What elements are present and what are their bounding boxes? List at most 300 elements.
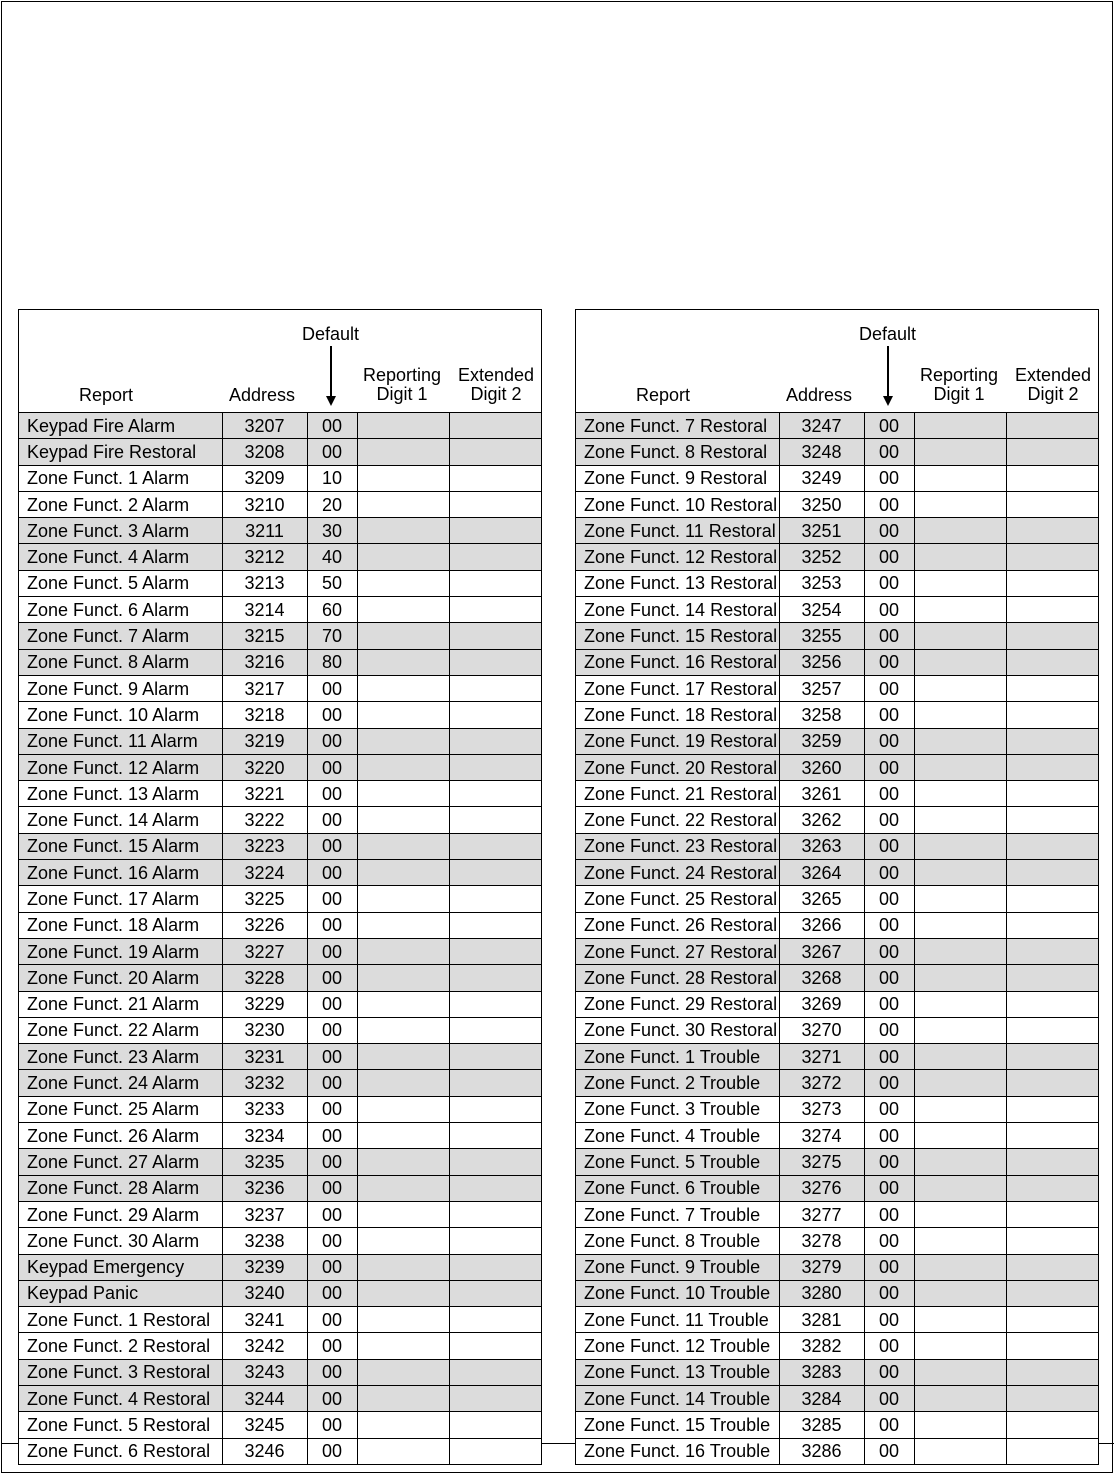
extended-digit-2-cell [449, 1070, 541, 1096]
table-row [576, 860, 1098, 886]
table-row [576, 1228, 1098, 1254]
table-row [19, 649, 541, 675]
extended-digit-2-cell [449, 1149, 541, 1175]
extended-digit-2-cell [449, 781, 541, 807]
extended-digit-2-cell [1006, 1175, 1098, 1201]
extended-digit-2-cell [449, 702, 541, 728]
table-row [576, 833, 1098, 859]
address-cell: 3267 [779, 938, 864, 964]
address-cell: 3284 [779, 1385, 864, 1411]
report-name-cell: Zone Funct. 13 Alarm [19, 781, 222, 807]
address-cell: 3221 [222, 781, 307, 807]
table-row [19, 1307, 541, 1333]
reporting-digit-1-cell [357, 1385, 449, 1411]
default-cell: 00 [307, 860, 357, 886]
extended-digit-2-cell [449, 1307, 541, 1333]
default-cell: 00 [864, 1044, 914, 1070]
default-cell: 00 [864, 623, 914, 649]
address-cell: 3251 [779, 518, 864, 544]
reporting-digit-1-cell [357, 1333, 449, 1359]
table-row [576, 938, 1098, 964]
reporting-digit-1-cell [357, 1359, 449, 1385]
table-row [19, 1385, 541, 1411]
report-name-cell: Zone Funct. 23 Restoral [576, 833, 779, 859]
report-name-cell: Zone Funct. 7 Restoral [576, 413, 779, 439]
default-cell: 00 [864, 860, 914, 886]
report-name-cell: Zone Funct. 8 Restoral [576, 439, 779, 465]
reporting-digit-1-cell [357, 1070, 449, 1096]
extended-digit-2-cell [1006, 1307, 1098, 1333]
report-name-cell: Zone Funct. 22 Alarm [19, 1017, 222, 1043]
default-cell: 40 [307, 544, 357, 570]
reporting-digit-1-cell [914, 675, 1006, 701]
extended-digit-2-cell [449, 1096, 541, 1122]
header-extended-digit-2: Extended Digit 2 [1014, 365, 1092, 404]
table-row [576, 1385, 1098, 1411]
reporting-digit-1-cell [914, 991, 1006, 1017]
left-report-table [18, 309, 542, 1465]
address-cell: 3229 [222, 991, 307, 1017]
default-cell: 10 [307, 465, 357, 491]
reporting-digit-1-cell [357, 1307, 449, 1333]
reporting-digit-1-cell [357, 570, 449, 596]
address-cell: 3245 [222, 1412, 307, 1438]
reporting-digit-1-cell [357, 1254, 449, 1280]
extended-digit-2-cell [1006, 991, 1098, 1017]
table-row [19, 1438, 541, 1464]
reporting-digit-1-cell [357, 754, 449, 780]
reporting-digit-1-cell [357, 1149, 449, 1175]
default-cell: 00 [307, 886, 357, 912]
address-cell: 3219 [222, 728, 307, 754]
address-cell: 3272 [779, 1070, 864, 1096]
address-cell: 3236 [222, 1175, 307, 1201]
report-name-cell: Zone Funct. 9 Restoral [576, 465, 779, 491]
default-cell: 00 [307, 1307, 357, 1333]
reporting-digit-1-cell [914, 570, 1006, 596]
table-row [576, 1412, 1098, 1438]
default-cell: 00 [307, 781, 357, 807]
address-cell: 3230 [222, 1017, 307, 1043]
table-row [576, 597, 1098, 623]
table-row [19, 702, 541, 728]
address-cell: 3277 [779, 1201, 864, 1227]
default-cell: 00 [864, 1175, 914, 1201]
reporting-digit-1-cell [914, 544, 1006, 570]
address-cell: 3283 [779, 1359, 864, 1385]
table-row [19, 965, 541, 991]
report-name-cell: Zone Funct. 17 Alarm [19, 886, 222, 912]
address-cell: 3228 [222, 965, 307, 991]
address-cell: 3279 [779, 1254, 864, 1280]
table-row [19, 1201, 541, 1227]
default-cell: 00 [307, 1438, 357, 1464]
extended-digit-2-cell [1006, 938, 1098, 964]
table-row [576, 754, 1098, 780]
reporting-digit-1-cell [357, 439, 449, 465]
down-arrow-icon [887, 346, 889, 398]
default-cell: 00 [864, 518, 914, 544]
report-name-cell: Zone Funct. 3 Alarm [19, 518, 222, 544]
extended-digit-2-cell [449, 649, 541, 675]
reporting-digit-1-cell [914, 1149, 1006, 1175]
default-cell: 00 [307, 1333, 357, 1359]
address-cell: 3254 [779, 597, 864, 623]
extended-digit-2-cell [1006, 1385, 1098, 1411]
table-row [19, 781, 541, 807]
reporting-digit-1-cell [357, 965, 449, 991]
reporting-digit-1-cell [914, 518, 1006, 544]
report-name-cell: Zone Funct. 3 Trouble [576, 1096, 779, 1122]
address-cell: 3216 [222, 649, 307, 675]
report-name-cell: Zone Funct. 7 Alarm [19, 623, 222, 649]
default-cell: 00 [864, 1201, 914, 1227]
extended-digit-2-cell [449, 1280, 541, 1306]
extended-digit-2-cell [1006, 675, 1098, 701]
reporting-digit-1-cell [357, 728, 449, 754]
table-row [19, 1280, 541, 1306]
report-name-cell: Zone Funct. 7 Trouble [576, 1201, 779, 1227]
address-cell: 3280 [779, 1280, 864, 1306]
default-cell: 00 [307, 413, 357, 439]
reporting-digit-1-cell [357, 860, 449, 886]
reporting-digit-1-cell [914, 1333, 1006, 1359]
extended-digit-2-cell [1006, 1123, 1098, 1149]
extended-digit-2-cell [1006, 1438, 1098, 1464]
default-cell: 00 [307, 1412, 357, 1438]
address-cell: 3276 [779, 1175, 864, 1201]
extended-digit-2-cell [449, 965, 541, 991]
table-row [19, 623, 541, 649]
reporting-digit-1-cell [914, 1280, 1006, 1306]
report-name-cell: Zone Funct. 1 Trouble [576, 1044, 779, 1070]
default-cell: 00 [864, 649, 914, 675]
default-cell: 00 [307, 1096, 357, 1122]
address-cell: 3233 [222, 1096, 307, 1122]
table-row [576, 1201, 1098, 1227]
address-cell: 3265 [779, 886, 864, 912]
reporting-digit-1-cell [357, 465, 449, 491]
table-row [19, 1333, 541, 1359]
report-name-cell: Zone Funct. 23 Alarm [19, 1044, 222, 1070]
address-cell: 3231 [222, 1044, 307, 1070]
extended-digit-2-cell [1006, 1333, 1098, 1359]
report-name-cell: Zone Funct. 24 Restoral [576, 860, 779, 886]
address-cell: 3256 [779, 649, 864, 675]
report-name-cell: Zone Funct. 2 Trouble [576, 1070, 779, 1096]
address-cell: 3266 [779, 912, 864, 938]
address-cell: 3247 [779, 413, 864, 439]
table-row [576, 781, 1098, 807]
extended-digit-2-cell [1006, 781, 1098, 807]
report-name-cell: Zone Funct. 19 Alarm [19, 938, 222, 964]
report-name-cell: Zone Funct. 6 Alarm [19, 597, 222, 623]
extended-digit-2-cell [1006, 886, 1098, 912]
address-cell: 3260 [779, 754, 864, 780]
table-row [576, 649, 1098, 675]
address-cell: 3235 [222, 1149, 307, 1175]
table-row [576, 965, 1098, 991]
report-name-cell: Zone Funct. 27 Restoral [576, 938, 779, 964]
address-cell: 3215 [222, 623, 307, 649]
table-row [576, 702, 1098, 728]
extended-digit-2-cell [449, 1017, 541, 1043]
extended-digit-2-cell [1006, 1254, 1098, 1280]
address-cell: 3253 [779, 570, 864, 596]
report-name-cell: Zone Funct. 18 Restoral [576, 702, 779, 728]
reporting-digit-1-cell [357, 413, 449, 439]
extended-digit-2-cell [1006, 439, 1098, 465]
extended-digit-2-cell [1006, 754, 1098, 780]
default-cell: 00 [864, 1359, 914, 1385]
default-cell: 00 [864, 1228, 914, 1254]
extended-digit-2-cell [449, 1201, 541, 1227]
report-name-cell: Zone Funct. 12 Trouble [576, 1333, 779, 1359]
address-cell: 3246 [222, 1438, 307, 1464]
table-row [576, 1017, 1098, 1043]
address-cell: 3243 [222, 1359, 307, 1385]
report-name-cell: Zone Funct. 14 Alarm [19, 807, 222, 833]
reporting-digit-1-cell [914, 1385, 1006, 1411]
table-header [19, 310, 541, 413]
default-cell: 00 [864, 781, 914, 807]
default-cell: 00 [864, 1280, 914, 1306]
table-row [576, 1359, 1098, 1385]
address-cell: 3209 [222, 465, 307, 491]
default-cell: 00 [864, 728, 914, 754]
default-cell: 00 [307, 912, 357, 938]
table-row [19, 465, 541, 491]
report-name-cell: Zone Funct. 1 Restoral [19, 1307, 222, 1333]
default-cell: 00 [307, 1175, 357, 1201]
report-name-cell: Zone Funct. 21 Alarm [19, 991, 222, 1017]
address-cell: 3270 [779, 1017, 864, 1043]
table-row [576, 807, 1098, 833]
table-row [576, 623, 1098, 649]
default-cell: 00 [307, 833, 357, 859]
address-cell: 3257 [779, 675, 864, 701]
default-cell: 00 [307, 1017, 357, 1043]
table-row [19, 597, 541, 623]
default-cell: 00 [864, 702, 914, 728]
reporting-digit-1-cell [357, 781, 449, 807]
table-row [576, 1096, 1098, 1122]
address-cell: 3264 [779, 860, 864, 886]
extended-digit-2-cell [1006, 1412, 1098, 1438]
reporting-digit-1-cell [357, 1280, 449, 1306]
extended-digit-2-cell [449, 1438, 541, 1464]
address-cell: 3240 [222, 1280, 307, 1306]
reporting-digit-1-cell [357, 886, 449, 912]
address-cell: 3234 [222, 1123, 307, 1149]
extended-digit-2-cell [449, 860, 541, 886]
report-name-cell: Zone Funct. 17 Restoral [576, 675, 779, 701]
table-row [576, 1254, 1098, 1280]
reporting-digit-1-cell [357, 1201, 449, 1227]
report-name-cell: Zone Funct. 4 Restoral [19, 1385, 222, 1411]
default-cell: 00 [307, 675, 357, 701]
address-cell: 3244 [222, 1385, 307, 1411]
report-name-cell: Zone Funct. 8 Trouble [576, 1228, 779, 1254]
report-name-cell: Zone Funct. 15 Restoral [576, 623, 779, 649]
reporting-digit-1-cell [914, 807, 1006, 833]
table-row [576, 912, 1098, 938]
address-cell: 3250 [779, 491, 864, 517]
extended-digit-2-cell [1006, 649, 1098, 675]
table-row [576, 1149, 1098, 1175]
default-cell: 00 [307, 1201, 357, 1227]
table-row [19, 491, 541, 517]
report-name-cell: Zone Funct. 5 Restoral [19, 1412, 222, 1438]
table-row [19, 860, 541, 886]
reporting-digit-1-cell [357, 1175, 449, 1201]
reporting-digit-1-cell [357, 597, 449, 623]
report-name-cell: Zone Funct. 12 Restoral [576, 544, 779, 570]
report-name-cell: Zone Funct. 1 Alarm [19, 465, 222, 491]
extended-digit-2-cell [449, 728, 541, 754]
address-cell: 3269 [779, 991, 864, 1017]
header-reporting-digit-1: Reporting Digit 1 [362, 365, 442, 404]
address-cell: 3274 [779, 1123, 864, 1149]
address-cell: 3268 [779, 965, 864, 991]
table-row [19, 675, 541, 701]
reporting-digit-1-cell [914, 702, 1006, 728]
table-row [19, 1149, 541, 1175]
report-name-cell: Zone Funct. 28 Alarm [19, 1175, 222, 1201]
report-name-cell: Zone Funct. 9 Trouble [576, 1254, 779, 1280]
reporting-digit-1-cell [914, 413, 1006, 439]
extended-digit-2-cell [449, 807, 541, 833]
address-cell: 3258 [779, 702, 864, 728]
address-cell: 3220 [222, 754, 307, 780]
extended-digit-2-cell [1006, 570, 1098, 596]
table-row [576, 728, 1098, 754]
default-cell: 00 [864, 1438, 914, 1464]
reporting-digit-1-cell [357, 675, 449, 701]
default-cell: 00 [864, 1333, 914, 1359]
reporting-digit-1-cell [914, 1070, 1006, 1096]
table-row [19, 1096, 541, 1122]
address-cell: 3282 [779, 1333, 864, 1359]
reporting-digit-1-cell [914, 781, 1006, 807]
address-cell: 3232 [222, 1070, 307, 1096]
extended-digit-2-cell [449, 491, 541, 517]
default-cell: 50 [307, 570, 357, 596]
extended-digit-2-cell [1006, 860, 1098, 886]
table-header [576, 310, 1098, 413]
extended-digit-2-cell [449, 465, 541, 491]
report-name-cell: Zone Funct. 29 Restoral [576, 991, 779, 1017]
default-cell: 00 [864, 754, 914, 780]
address-cell: 3217 [222, 675, 307, 701]
default-cell: 00 [864, 1385, 914, 1411]
table-row [576, 544, 1098, 570]
report-name-cell: Zone Funct. 19 Restoral [576, 728, 779, 754]
header-address: Address [229, 385, 296, 405]
table-row [19, 1254, 541, 1280]
report-name-cell: Zone Funct. 14 Trouble [576, 1385, 779, 1411]
report-name-cell: Zone Funct. 11 Restoral [576, 518, 779, 544]
reporting-digit-1-cell [357, 649, 449, 675]
table-row [576, 1123, 1098, 1149]
extended-digit-2-cell [449, 518, 541, 544]
report-name-cell: Zone Funct. 15 Alarm [19, 833, 222, 859]
report-name-cell: Zone Funct. 3 Restoral [19, 1359, 222, 1385]
table-row [576, 1280, 1098, 1306]
table-row [19, 833, 541, 859]
table-row [576, 465, 1098, 491]
header-report: Report [636, 385, 691, 405]
table-row [19, 728, 541, 754]
address-cell: 3281 [779, 1307, 864, 1333]
address-cell: 3263 [779, 833, 864, 859]
extended-digit-2-cell [1006, 807, 1098, 833]
report-name-cell: Zone Funct. 20 Restoral [576, 754, 779, 780]
report-name-cell: Zone Funct. 10 Alarm [19, 702, 222, 728]
report-name-cell: Zone Funct. 25 Alarm [19, 1096, 222, 1122]
reporting-digit-1-cell [914, 860, 1006, 886]
address-cell: 3237 [222, 1201, 307, 1227]
reporting-digit-1-cell [914, 754, 1006, 780]
extended-digit-2-cell [1006, 597, 1098, 623]
table-row [19, 754, 541, 780]
reporting-digit-1-cell [357, 518, 449, 544]
address-cell: 3241 [222, 1307, 307, 1333]
report-name-cell: Zone Funct. 13 Trouble [576, 1359, 779, 1385]
extended-digit-2-cell [1006, 1017, 1098, 1043]
default-cell: 00 [864, 1307, 914, 1333]
reporting-digit-1-cell [914, 1254, 1006, 1280]
extended-digit-2-cell [1006, 833, 1098, 859]
table-row [576, 886, 1098, 912]
default-cell: 00 [864, 439, 914, 465]
extended-digit-2-cell [1006, 1201, 1098, 1227]
reporting-digit-1-cell [914, 938, 1006, 964]
extended-digit-2-cell [449, 597, 541, 623]
extended-digit-2-cell [449, 886, 541, 912]
default-cell: 00 [307, 1254, 357, 1280]
default-cell: 00 [307, 1359, 357, 1385]
report-name-cell: Zone Funct. 10 Restoral [576, 491, 779, 517]
table-row [576, 570, 1098, 596]
extended-digit-2-cell [1006, 1280, 1098, 1306]
extended-digit-2-cell [449, 413, 541, 439]
table-row [19, 886, 541, 912]
table-row [576, 491, 1098, 517]
report-name-cell: Zone Funct. 11 Trouble [576, 1307, 779, 1333]
reporting-digit-1-cell [914, 912, 1006, 938]
default-cell: 00 [864, 491, 914, 517]
address-cell: 3214 [222, 597, 307, 623]
reporting-digit-1-cell [357, 1438, 449, 1464]
reporting-digit-1-cell [357, 807, 449, 833]
address-cell: 3211 [222, 518, 307, 544]
report-name-cell: Zone Funct. 26 Restoral [576, 912, 779, 938]
table-row [19, 439, 541, 465]
extended-digit-2-cell [449, 833, 541, 859]
table-row [19, 1359, 541, 1385]
default-cell: 00 [307, 991, 357, 1017]
reporting-digit-1-cell [357, 1017, 449, 1043]
reporting-digit-1-cell [914, 1307, 1006, 1333]
default-cell: 00 [864, 570, 914, 596]
reporting-digit-1-cell [914, 728, 1006, 754]
address-cell: 3259 [779, 728, 864, 754]
table-row [19, 991, 541, 1017]
table-row [19, 1044, 541, 1070]
address-cell: 3255 [779, 623, 864, 649]
table-row [19, 912, 541, 938]
